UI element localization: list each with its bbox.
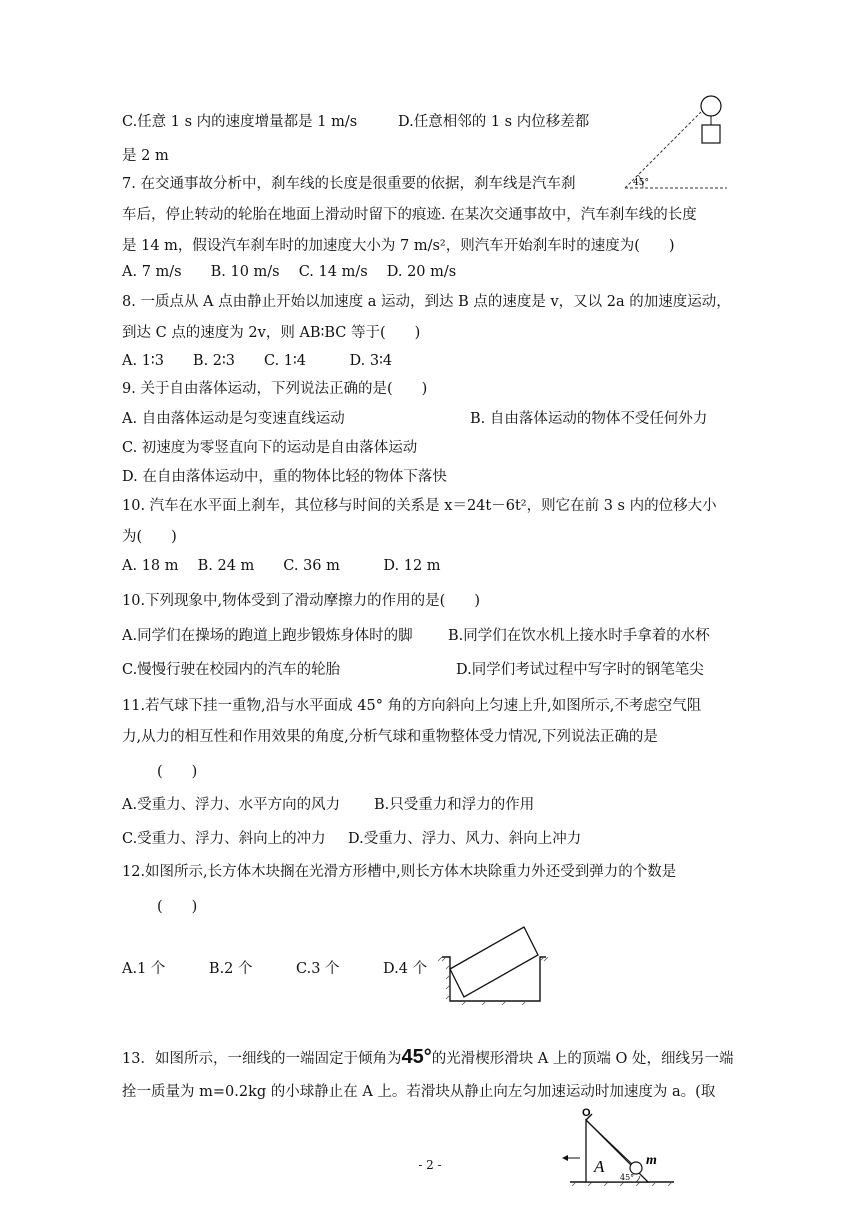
question-12-line-1: 12.如图所示,长方体木块搁在光滑方形槽中,则长方体木块除重力外还受到弹力的个数是 [122,864,677,880]
ball-m-label: m [646,1153,657,1168]
question-10b-option-d: D.同学们考试过程中写字时的钢笔笔尖 [456,662,704,678]
question-9-option-b: B. 自由落体运动的物体不受任何外力 [470,411,708,427]
balloon-figure [615,90,730,192]
question-9-stem: 9. 关于自由落体运动，下列说法正确的是( ) [122,381,428,397]
question-13-text-pre: 13．如图所示，一细线的一端固定于倾角为 [122,1051,402,1067]
balloon-angle-label: 45° [633,178,649,188]
question-10b-option-a: A.同学们在操场的跑道上跑步锻炼身体时的脚 [122,628,413,644]
question-9-option-d: D. 在自由落体运动中，重的物体比轻的物体下落快 [122,469,447,485]
question-11-option-b: B.只受重力和浮力的作用 [374,797,535,813]
question-7-line-2: 车后，停止转动的轮胎在地面上滑动时留下的痕迹. 在某次交通事故中，汽车刹车线的长度 [122,207,697,223]
point-o-label: O [582,1107,591,1119]
question-10b-option-c: C.慢慢行驶在校园内的汽车的轮胎 [122,662,341,678]
question-8-options: A. 1∶3 B. 2∶3 C. 1∶4 D. 3∶4 [122,353,393,369]
question-7-line-3: 是 14 m，假设汽车刹车时的加速度大小为 7 m/s²，则汽车开始刹车时的速度为( ) [122,238,675,254]
question-9-option-c: C. 初速度为零竖直向下的运动是自由落体运动 [122,440,418,456]
weight-box [702,125,720,143]
question-11-line-2: 力,从力的相互性和作用效果的角度,分析气球和重物整体受力情况,下列说法正确的是 [122,729,658,745]
option-c-line: C.任意 1 s 内的速度增量都是 1 m/s [122,114,358,130]
wedge-a-label: A [594,1157,605,1176]
balloon-circle [701,96,721,116]
question-7-line-1: 7. 在交通事故分析中，刹车线的长度是很重要的依据，刹车线是汽车刹 [122,176,576,192]
question-12-bracket: ( ) [157,899,198,915]
wedge-angle-label: 45° [620,1173,635,1182]
question-8-line-2: 到达 C 点的速度为 2v，则 AB∶BC 等于( ) [122,325,421,341]
question-12-options: A.1 个 B.2 个 C.3 个 D.4 个 [122,961,428,977]
question-13-line-1 [122,1047,734,1069]
question-11-line-1: 11.若气球下挂一重物,沿与水平面成 45° 角的方向斜向上匀速上升,如图所示,不考虑空气阻 [122,698,702,714]
question-9-option-a: A. 自由落体运动是匀变速直线运动 [122,411,345,427]
question-8-line-1: 8. 一质点从 A 点由静止开始以加速度 a 运动，到达 B 点的速度是 v，又以 2a 的加速度运动， [122,294,731,310]
rectangular-block [450,927,538,997]
page-number: - 2 - [418,1158,442,1172]
question-13-line-2: 拴一质量为 m=0.2kg 的小球静止在 A 上。若滑块从静止向左匀加速运动时加速度为 a。(取 [122,1084,716,1100]
question-13-angle: 45° [401,1046,432,1068]
question-11-option-a: A.受重力、浮力、水平方向的风力 [122,797,341,813]
question-13-text-post: 的光滑楔形滑块 A 上的顶端 O 处，细线另一端 [431,1051,734,1067]
option-d-continued: 是 2 m [122,148,169,164]
question-11-bracket: ( ) [157,764,198,780]
question-11-option-c: C.受重力、浮力、斜向上的冲力 [122,831,326,847]
question-7-options: A. 7 m/s B. 10 m/s C. 14 m/s D. 20 m/s [122,264,457,280]
question-10b-stem: 10.下列现象中,物体受到了滑动摩擦力的作用的是( ) [122,593,480,609]
option-d-line: D.任意相邻的 1 s 内位移差都 [398,114,590,130]
question-10-options: A. 18 m B. 24 m C. 36 m D. 12 m [122,558,441,574]
question-10-line-1: 10. 汽车在水平面上刹车，其位移与时间的关系是 x＝24t－6t²，则它在前 3 s 内的位移大小 [122,498,717,514]
groove-figure [436,915,548,1005]
wedge-figure [562,1106,682,1186]
question-10-line-2: 为( ) [122,529,177,545]
question-10b-option-b: B.同学们在饮水机上接水时手拿着的水杯 [448,628,710,644]
question-11-option-d: D.受重力、浮力、风力、斜向上冲力 [348,831,582,847]
